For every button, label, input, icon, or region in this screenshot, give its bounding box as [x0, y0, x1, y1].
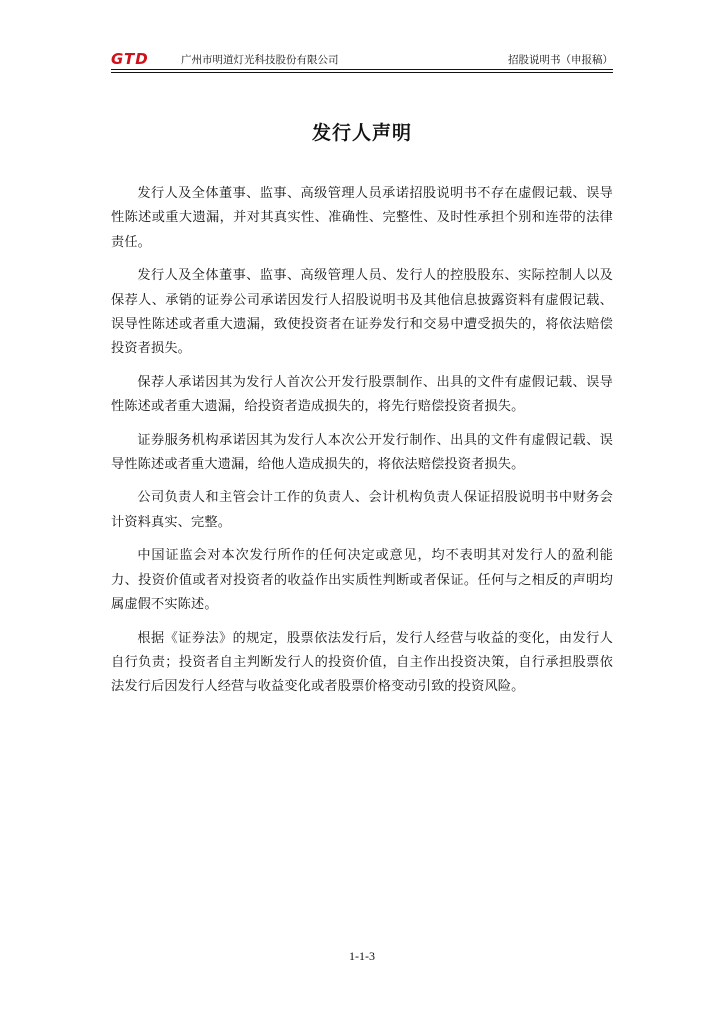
paragraph: 发行人及全体董事、监事、高级管理人员承诺招股说明书不存在虚假记载、误导性陈述或重大遗漏，并对其真实性、准确性、完整性、及时性承担个别和连带的法律责任。	[111, 186, 613, 250]
paragraph: 发行人及全体董事、监事、高级管理人员、发行人的控股股东、实际控制人以及保荐人、承销的证券公司承诺因发行人招股说明书及其他信息披露资料有虚假记载、误导性陈述或者重大遗漏，致使投资者在证券发行和交易中遭受损失的，将依法赔偿投资者损失。	[111, 268, 613, 357]
header-divider	[111, 69, 613, 70]
paragraph: 保荐人承诺因其为发行人首次公开发行股票制作、出具的文件有虚假记载、误导性陈述或者重大遗漏，给投资者造成损失的，将先行赔偿投资者损失。	[111, 374, 613, 415]
statement-body	[111, 182, 613, 709]
page-title: 发行人声明	[311, 122, 412, 144]
page-header	[111, 51, 613, 69]
company-logo: GTD	[111, 50, 149, 68]
header-divider-thin	[111, 72, 613, 73]
document-type: 招股说明书（申报稿）	[508, 54, 613, 66]
company-name: 广州市明道灯光科技股份有限公司	[181, 54, 339, 66]
page-number: 1-1-3	[349, 949, 375, 963]
paragraph: 证券服务机构承诺因其为发行人本次公开发行制作、出具的文件有虚假记载、误导性陈述或者重大遗漏，给他人造成损失的，将依法赔偿投资者损失。	[111, 432, 613, 473]
paragraph: 公司负责人和主管会计工作的负责人、会计机构负责人保证招股说明书中财务会计资料真实、完整。	[111, 490, 613, 530]
paragraph: 根据《证券法》的规定，股票依法发行后，发行人经营与收益的变化，由发行人自行负责；投资者自主判断发行人的投资价值，自主作出投资决策，自行承担股票依法发行后因发行人经营与收益变化或者股票价格变动引致的投资风险。	[111, 630, 613, 695]
paragraph: 中国证监会对本次发行所作的任何决定或意见，均不表明其对发行人的盈利能力、投资价值或者对投资者的收益作出实质性判断或者保证。任何与之相反的声明均属虚假不实陈述。	[111, 548, 613, 613]
